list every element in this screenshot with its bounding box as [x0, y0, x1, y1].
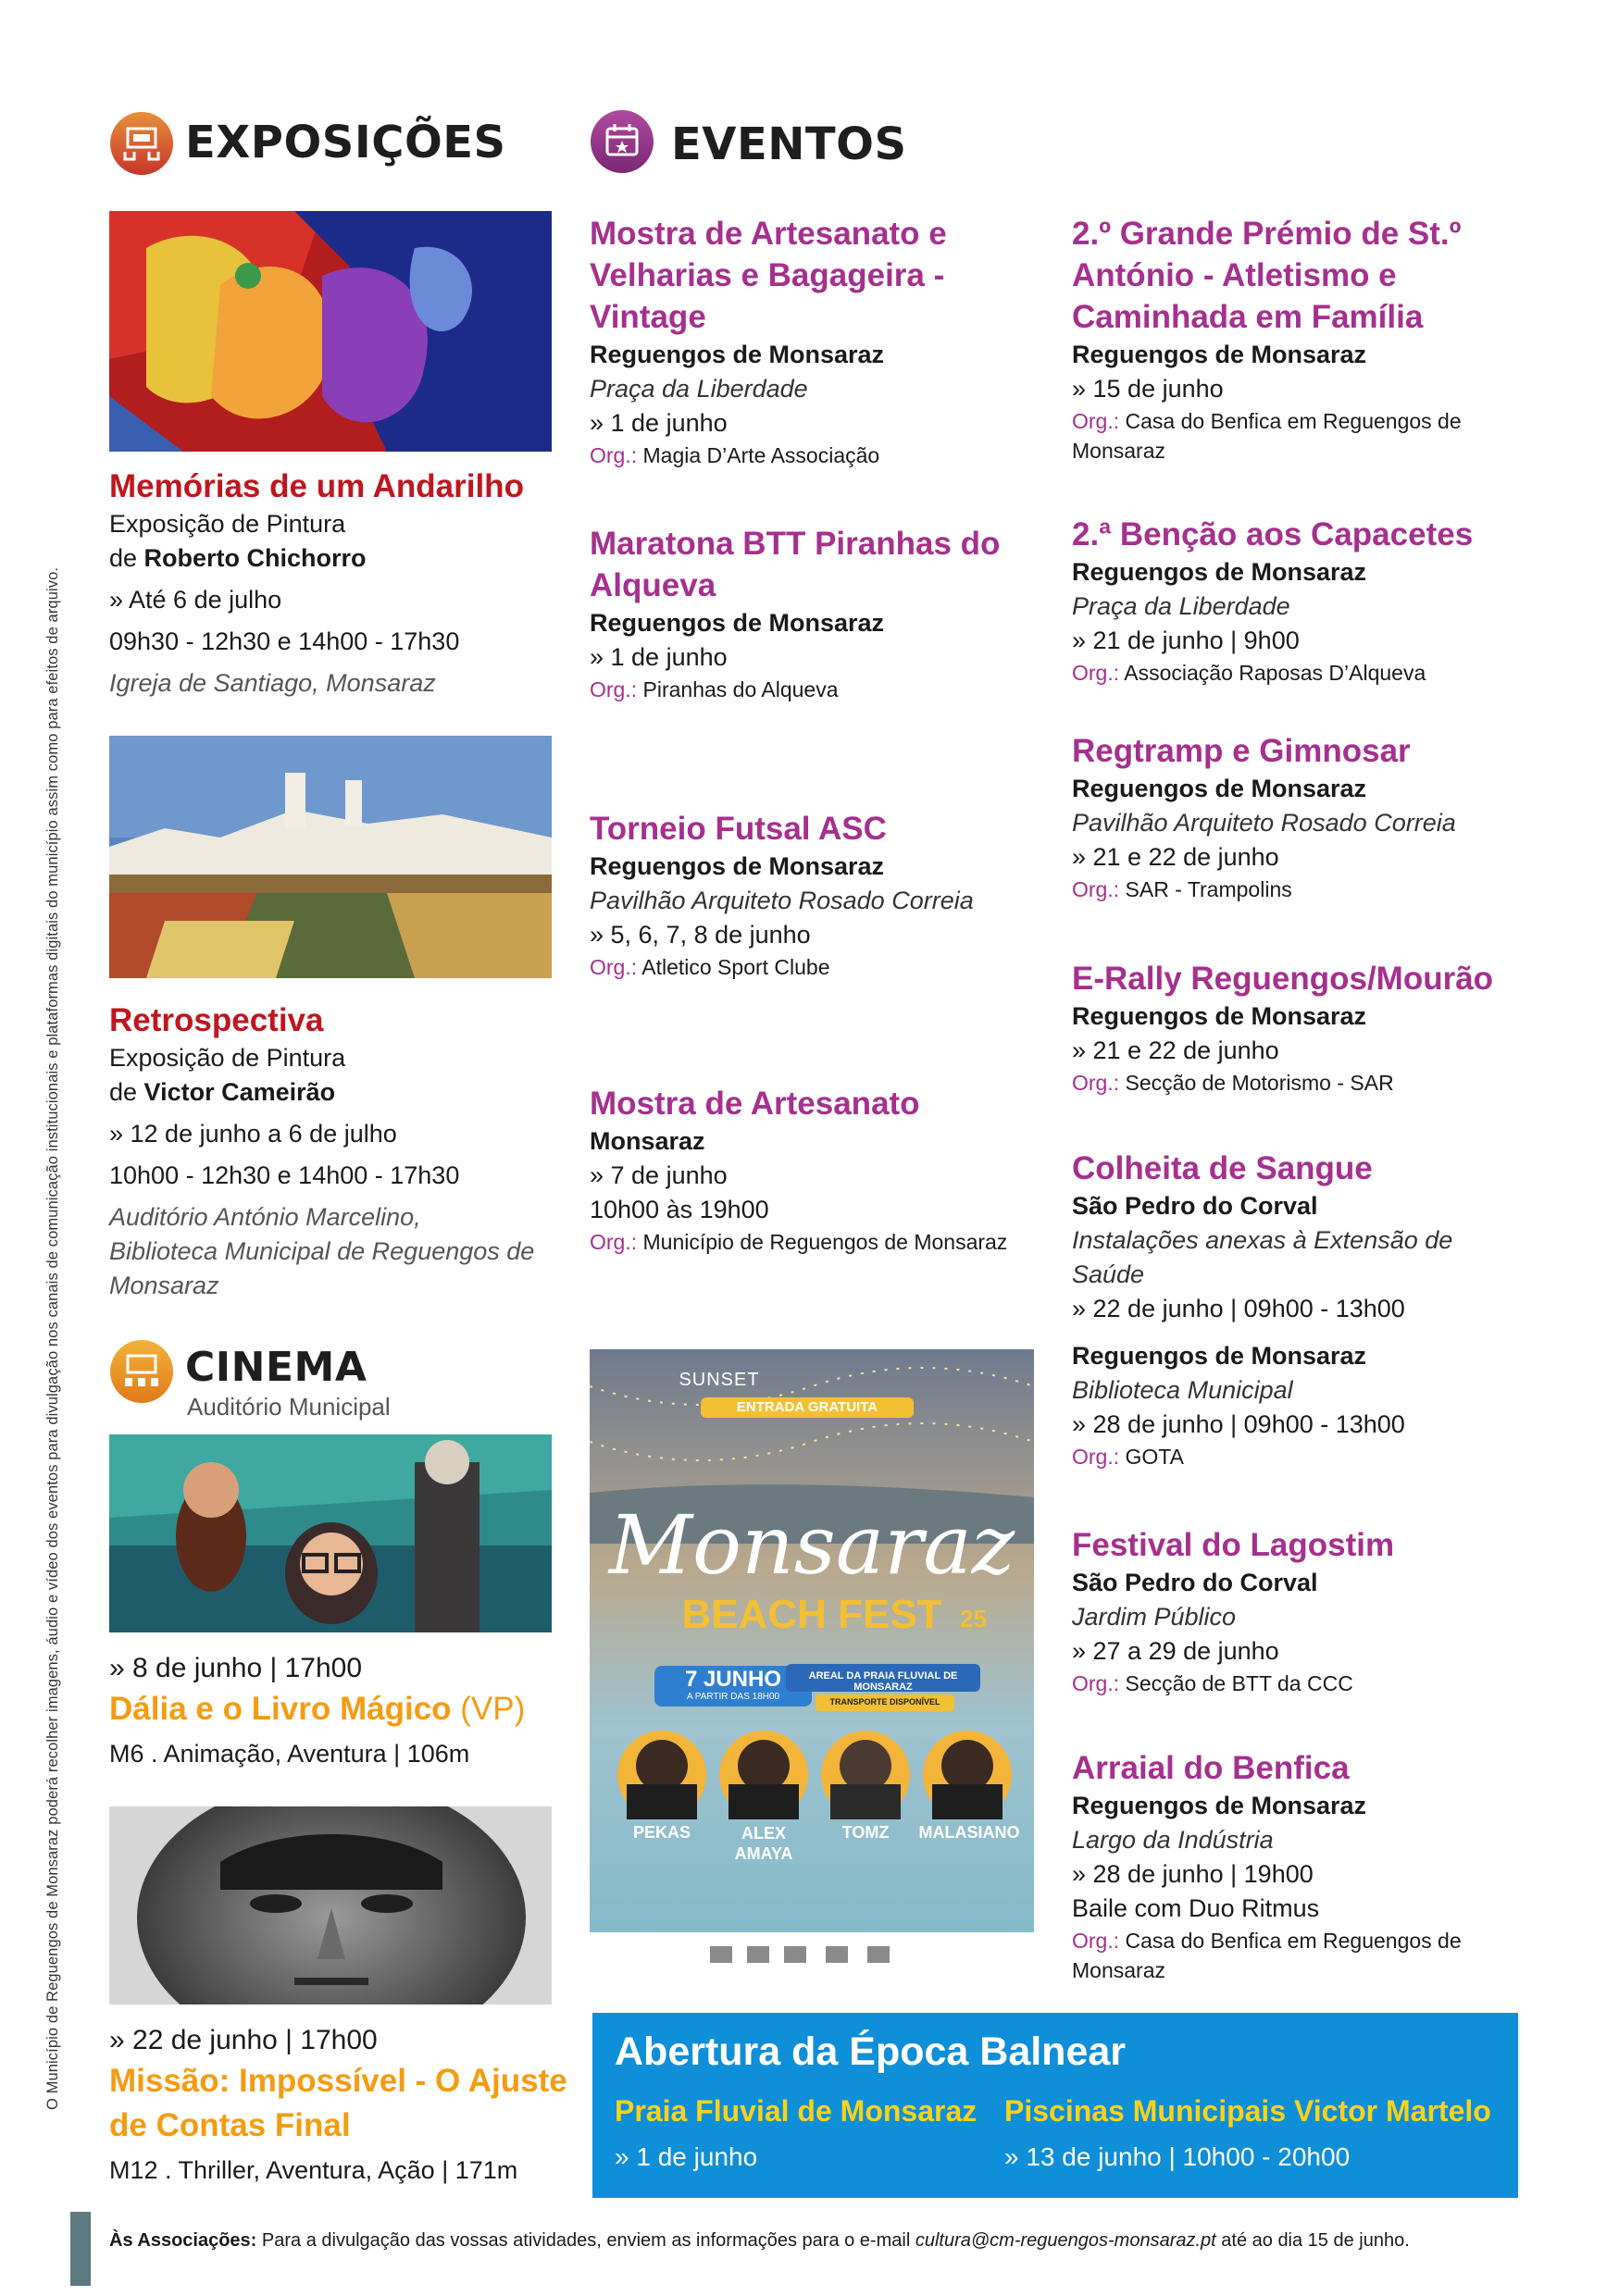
event-date: » 1 de junho	[590, 643, 728, 671]
exhibition-type: Exposição de Pintura	[109, 510, 346, 538]
event-organizer: Org.: Associação Raposas D’Alqueva	[1072, 661, 1426, 685]
movie-date: » 22 de junho | 17h00	[109, 2025, 378, 2055]
event-location: São Pedro do Corval	[1072, 1569, 1318, 1596]
event-date: » 7 de junho	[590, 1161, 728, 1189]
event-organizer: Org.: Município de Reguengos de Monsaraz	[590, 1230, 1008, 1254]
banner-left-date: » 1 de junho	[615, 2142, 758, 2171]
exhibition-hours: 09h30 - 12h30 e 14h00 - 17h30	[109, 627, 460, 655]
exhibition-place: Auditório António Marcelino,	[109, 1203, 421, 1231]
event-location: Monsaraz	[590, 1127, 705, 1155]
event-organizer: Org.: GOTA	[1072, 1445, 1184, 1469]
poster-dj: TOMZ	[841, 1823, 890, 1842]
event-organizer-cont: Monsaraz	[1072, 1958, 1165, 1982]
banner-title: Abertura da Época Balnear	[615, 2029, 1127, 2074]
event-location: Reguengos de Monsaraz	[1072, 1002, 1367, 1030]
poster-date: 7 JUNHO	[684, 1667, 782, 1692]
event-card	[1072, 514, 1553, 688]
exhibition-title: Retrospectiva	[109, 1002, 324, 1038]
exhibition-artist-line: de Victor Cameirão	[109, 1078, 336, 1106]
event-location: Reguengos de Monsaraz	[590, 341, 885, 368]
footer-accent-bar	[70, 2212, 91, 2286]
event-organizer: Org.: Piranhas do Alqueva	[590, 677, 839, 701]
event-title: Caminhada em Família	[1072, 299, 1424, 335]
footer-note: Às Associações: Para a divulgação das vossas atividades, enviem as informações para o e-mail cultura@cm-reguengos-monsaraz.pt até ao dia 15 de junho.	[109, 2230, 1410, 2251]
event-hours: 10h00 às 19h00	[590, 1196, 769, 1223]
event-organizer-cont: Monsaraz	[1072, 439, 1165, 463]
banner-right-title: Piscinas Municipais Victor Martelo	[1004, 2094, 1491, 2128]
exhibition-dates: » Até 6 de julho	[109, 586, 282, 614]
event-title: Colheita de Sangue	[1072, 1150, 1373, 1186]
movie-title: de Contas Final	[109, 2107, 351, 2143]
event-date: » 28 de junho | 19h00	[1072, 1860, 1314, 1888]
exhibition-place: Monsaraz	[109, 1272, 219, 1299]
exhibition-place: Biblioteca Municipal de Reguengos de	[109, 1237, 535, 1265]
event-title: Regtramp e Gimnosar	[1072, 733, 1411, 769]
event-location: Reguengos de Monsaraz	[1072, 1342, 1367, 1370]
event-card	[1072, 958, 1553, 1098]
section-title-cinema: CINEMA	[185, 1344, 367, 1391]
event-place: Biblioteca Municipal	[1072, 1376, 1293, 1404]
event-date: » 21 e 22 de junho	[1072, 843, 1279, 871]
event-organizer: Org.: Casa do Benfica em Reguengos de	[1072, 409, 1462, 433]
event-date: » 15 de junho	[1072, 375, 1224, 403]
banner-right-date: » 13 de junho | 10h00 - 20h00	[1004, 2142, 1351, 2171]
event-place: Pavilhão Arquiteto Rosado Correia	[1072, 809, 1456, 837]
event-location: Reguengos de Monsaraz	[590, 852, 885, 880]
event-card	[590, 523, 1052, 704]
poster-sunset: SUNSET	[679, 1370, 760, 1390]
event-card	[1072, 730, 1553, 904]
painting-image-retrospectiva	[109, 736, 552, 978]
poster-subtitle: BEACH FEST	[681, 1592, 942, 1637]
movie-title: Dália e o Livro Mágico (VP)	[109, 1691, 526, 1727]
event-card	[1072, 1524, 1553, 1698]
event-organizer: Org.: Secção de BTT da CCC	[1072, 1671, 1353, 1695]
event-place: Praça da Liberdade	[1072, 592, 1290, 620]
event-extra: Baile com Duo Ritmus	[1072, 1894, 1320, 1922]
event-place: Largo da Indústria	[1072, 1826, 1274, 1854]
event-location: Reguengos de Monsaraz	[1072, 558, 1367, 586]
event-organizer: Org.: Atletico Sport Clube	[590, 955, 830, 979]
event-organizer: Org.: SAR - Trampolins	[1072, 877, 1292, 901]
event-card	[1072, 213, 1553, 465]
event-title: António - Atletismo e	[1072, 257, 1397, 293]
beach-fest-poster	[590, 1349, 1034, 1977]
event-title: Mostra de Artesanato	[590, 1086, 920, 1122]
event-card	[590, 213, 1052, 470]
section-title-exposicoes: EXPOSIÇÕES	[185, 117, 506, 168]
painting-image-memorias	[109, 211, 552, 452]
event-date: » 21 de junho | 9h00	[1072, 627, 1300, 654]
side-disclaimer: O Município de Reguengos de Monsaraz poderá recolher imagens, áudio e vídeo dos eventos para divulgação nos canais de comunicação institucionais e plataformas digitais do município assim como para efeitos de arquivo.	[44, 566, 61, 2110]
event-place: Jardim Público	[1072, 1603, 1237, 1631]
movie-title: Missão: Impossível - O Ajuste	[109, 2063, 567, 2099]
poster-dj: ALEX AMAYA	[734, 1824, 793, 1863]
banner-left-title: Praia Fluvial de Monsaraz	[615, 2094, 978, 2128]
event-title: Alqueva	[590, 567, 716, 603]
event-card	[590, 808, 1052, 982]
event-card	[1072, 1148, 1553, 1471]
event-title: Festival do Lagostim	[1072, 1527, 1395, 1563]
event-card	[1072, 1747, 1553, 1985]
exhibition-hours: 10h00 - 12h30 e 14h00 - 17h30	[109, 1161, 460, 1189]
movie-info: M12 . Thriller, Aventura, Ação | 171m	[109, 2156, 518, 2184]
event-date: » 22 de junho | 09h00 - 13h00	[1072, 1295, 1405, 1322]
movie-image-dalia	[109, 1434, 552, 1632]
exhibition-place: Igreja de Santiago, Monsaraz	[109, 669, 436, 697]
poster-title: Monsaraz	[608, 1497, 1015, 1593]
event-title: Mostra de Artesanato e	[590, 216, 947, 252]
section-title-eventos: EVENTOS	[671, 118, 907, 170]
contact-email[interactable]: cultura@cm-reguengos-monsaraz.pt	[915, 2230, 1216, 2251]
event-date: » 21 e 22 de junho	[1072, 1036, 1279, 1064]
poster-dj: PEKAS	[632, 1823, 691, 1842]
event-organizer: Org.: Casa do Benfica em Reguengos de	[1072, 1929, 1462, 1953]
event-title: 2.º Grande Prémio de St.º	[1072, 216, 1462, 252]
event-location: Reguengos de Monsaraz	[1072, 1792, 1367, 1819]
movie-date: » 8 de junho | 17h00	[109, 1653, 363, 1683]
event-title: Torneio Futsal ASC	[590, 811, 887, 847]
exhibition-icon	[109, 111, 174, 176]
artist-name: Roberto Chichorro	[143, 544, 367, 572]
poster-venue: AREAL DA PRAIA FLUVIAL DE MONSARAZ	[808, 1670, 958, 1693]
poster-entrada: ENTRADA GRATUITA	[736, 1399, 878, 1415]
poster-year: 25	[960, 1605, 987, 1632]
event-card	[590, 1083, 1052, 1257]
poster-transport: TRANSPORTE DISPONÍVEL	[829, 1697, 940, 1706]
event-location: Reguengos de Monsaraz	[1072, 775, 1367, 802]
poster-date-sub: A PARTIR DAS 18H00	[686, 1692, 780, 1702]
event-location: Reguengos de Monsaraz	[1072, 341, 1367, 368]
event-place: Instalações anexas à Extensão de	[1072, 1226, 1453, 1254]
event-place: Praça da Liberdade	[590, 375, 808, 403]
event-title: 2.ª Benção aos Capacetes	[1072, 516, 1474, 552]
event-title: Arraial do Benfica	[1072, 1750, 1350, 1786]
event-place: Saúde	[1072, 1260, 1145, 1288]
event-title: Velharias e Bagageira - Vintage	[590, 257, 945, 335]
event-location: São Pedro do Corval	[1072, 1192, 1318, 1220]
event-date: » 27 a 29 de junho	[1072, 1637, 1279, 1665]
calendar-icon	[590, 109, 654, 174]
exhibition-dates: » 12 de junho a 6 de julho	[109, 1120, 397, 1148]
beach-season-banner	[592, 2013, 1518, 2198]
cinema-icon	[109, 1339, 174, 1404]
event-date: » 5, 6, 7, 8 de junho	[590, 921, 811, 949]
movie-image-mission	[109, 1806, 552, 2004]
cinema-subtitle: Auditório Municipal	[187, 1393, 391, 1421]
exhibition-title: Memórias de um Andarilho	[109, 468, 524, 504]
event-location: Reguengos de Monsaraz	[590, 609, 885, 637]
event-date: » 1 de junho	[590, 409, 728, 437]
exhibition-artist-line: de Roberto Chichorro	[109, 544, 367, 572]
event-organizer: Org.: Magia D’Arte Associação	[590, 443, 880, 467]
event-title: E-Rally Reguengos/Mourão	[1072, 961, 1494, 997]
artist-name: Victor Cameirão	[143, 1078, 336, 1106]
exhibition-type: Exposição de Pintura	[109, 1044, 346, 1072]
poster-dj: MALASIANO	[918, 1823, 1020, 1842]
event-organizer: Org.: Secção de Motorismo - SAR	[1072, 1071, 1394, 1095]
movie-info: M6 . Animação, Aventura | 106m	[109, 1740, 470, 1768]
event-title: Maratona BTT Piranhas do	[590, 526, 1001, 562]
event-place: Pavilhão Arquiteto Rosado Correia	[590, 887, 974, 914]
event-date: » 28 de junho | 09h00 - 13h00	[1072, 1410, 1405, 1438]
